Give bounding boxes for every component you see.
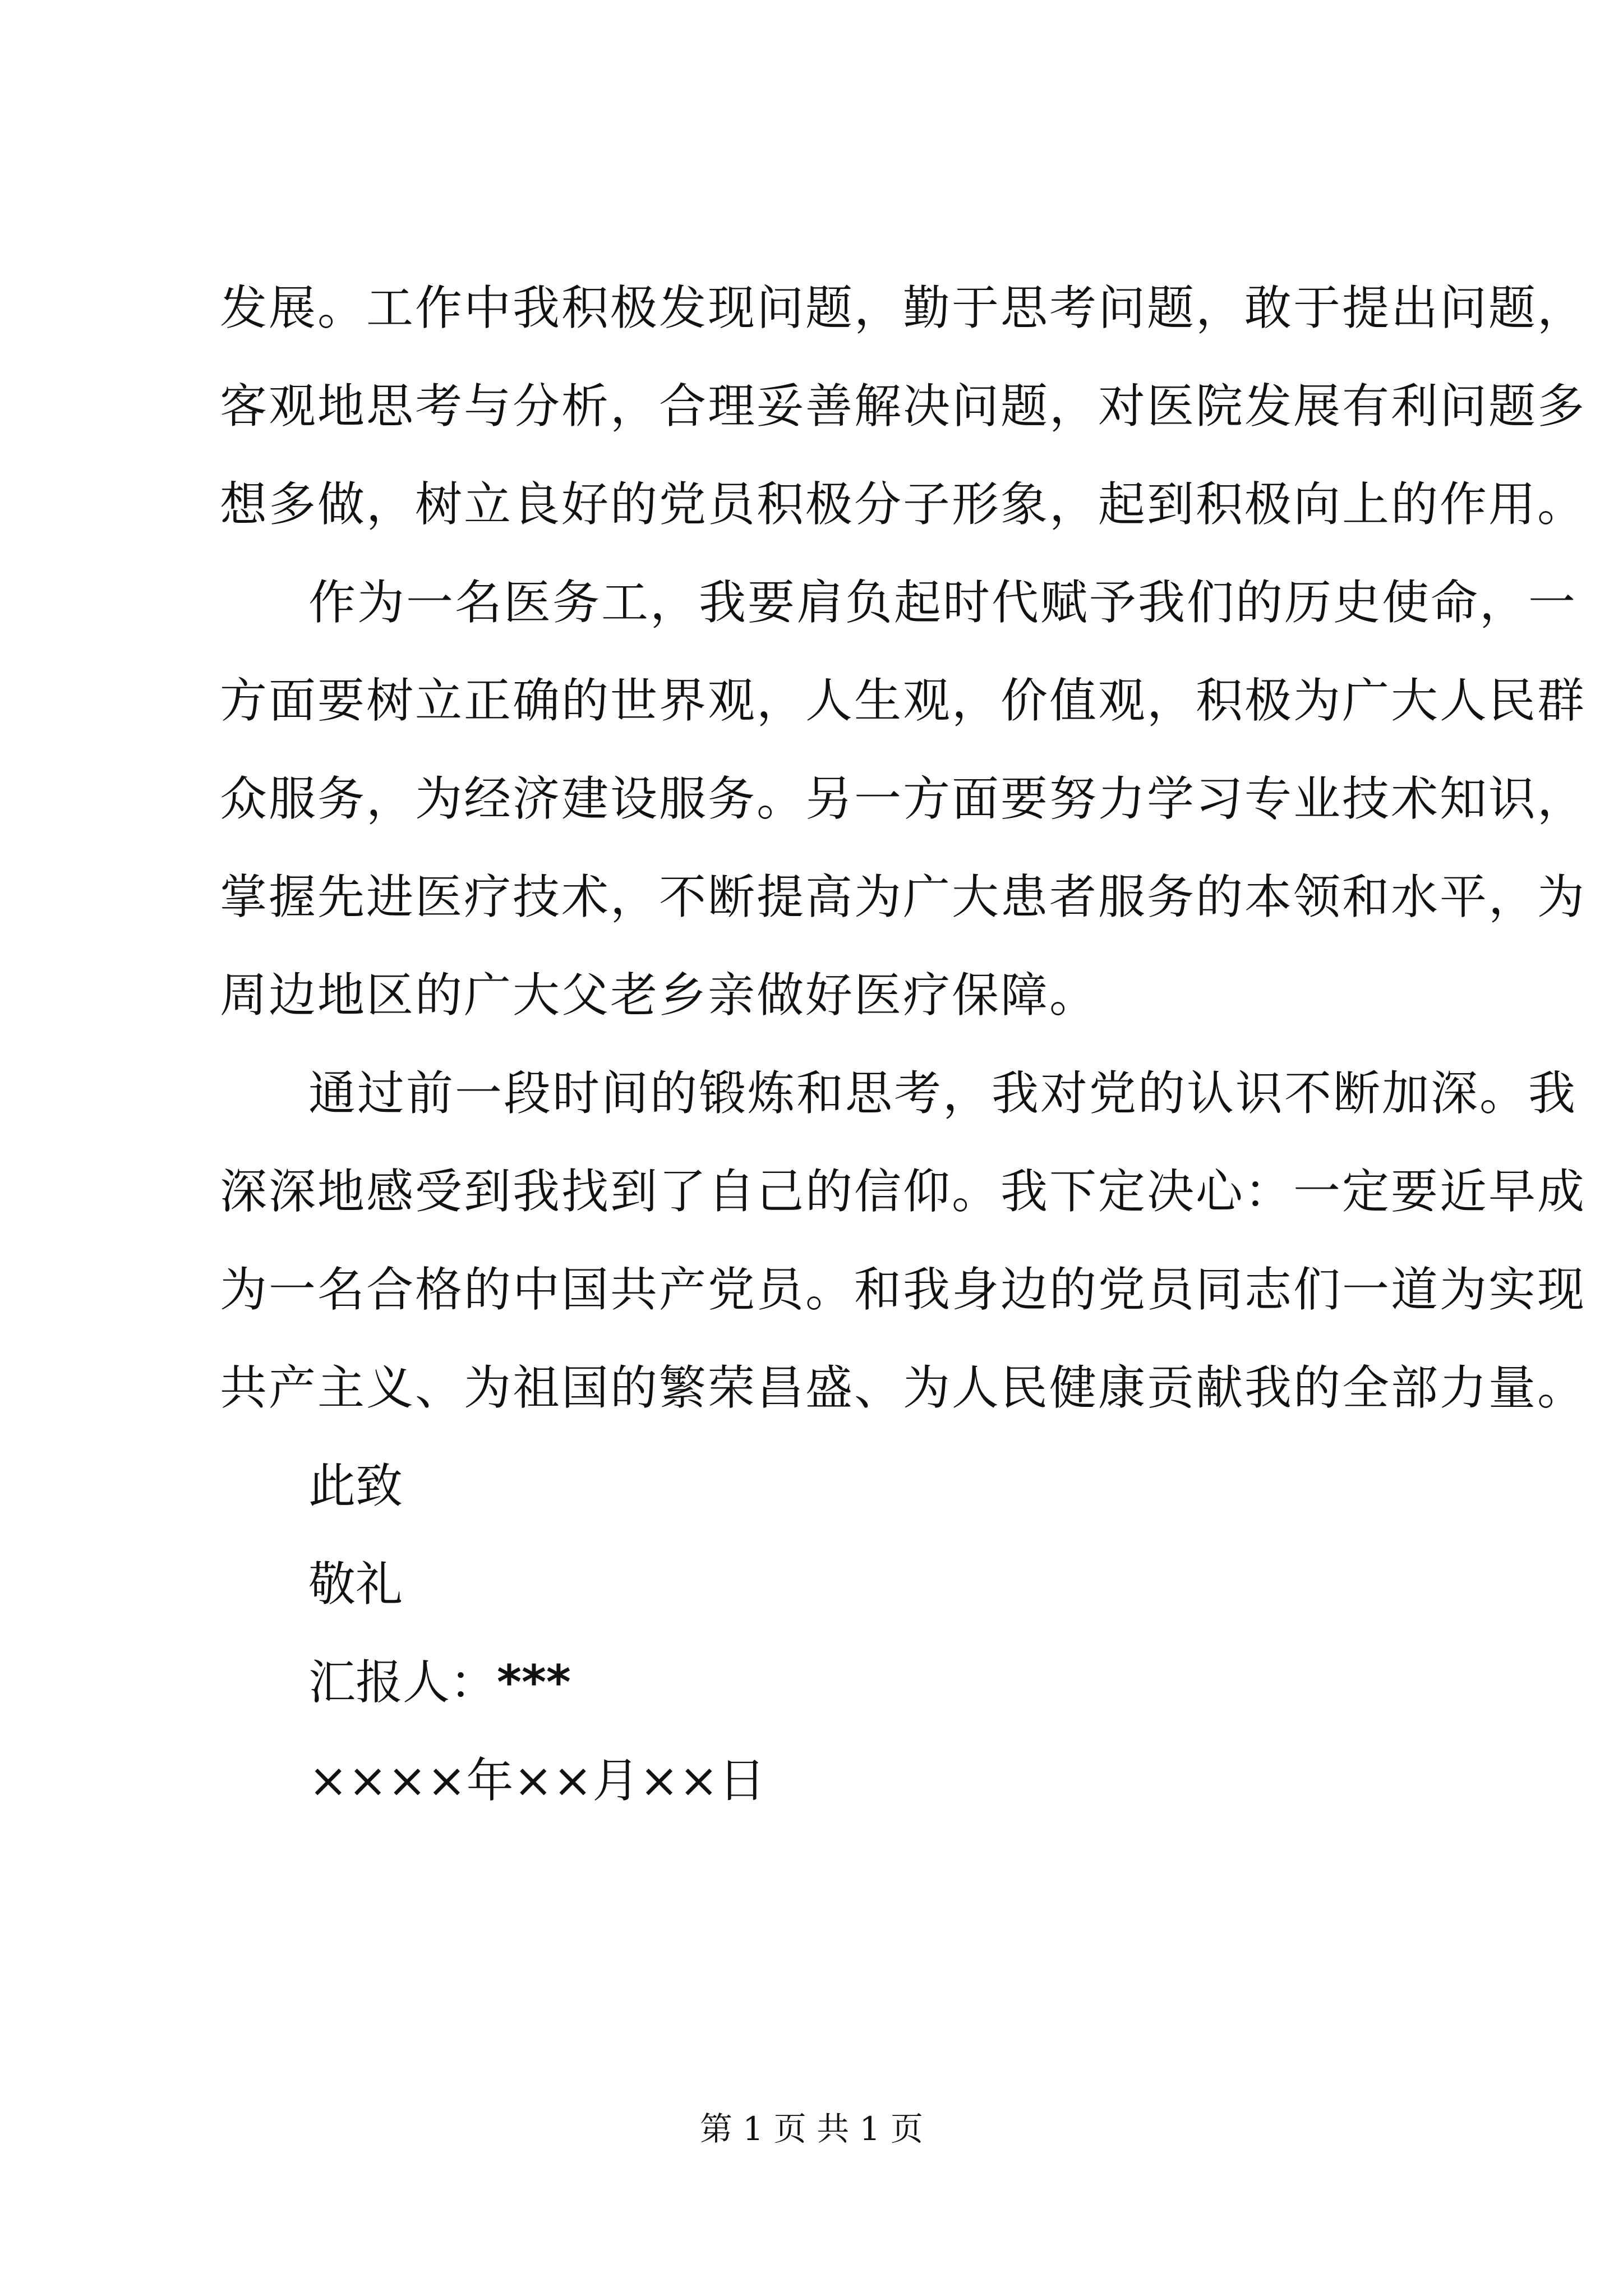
closing-block [220, 1437, 1420, 1830]
document-body [220, 259, 1587, 1830]
paragraph-line: 周边地区的广大父老乡亲做好医疗保障。 [220, 968, 1099, 1023]
paragraph-1 [220, 259, 1587, 554]
paragraph-2 [220, 554, 1587, 1045]
paragraph-line: 发展。工作中我积极发现问题，勤于思考问题，敢于提出问题， [220, 280, 1587, 335]
paragraph-line: 深深地感受到我找到了自己的信仰。我下定决心：一定要近早成 [220, 1164, 1587, 1219]
reporter-name: *** [497, 1655, 571, 1710]
page-footer [0, 2106, 1623, 2151]
paragraph-line: 想多做，树立良好的党员积极分子形象，起到积极向上的作用。 [220, 477, 1587, 532]
paragraph-line: 众服务，为经济建设服务。另一方面要努力学习专业技术知识， [220, 771, 1587, 826]
paragraph-line: 客观地思考与分析，合理妥善解决问题，对医院发展有利问题多 [220, 379, 1587, 434]
closing-greeting-1: 此致 [308, 1458, 403, 1513]
paragraph-line: 作为一名医务工，我要肩负起时代赋予我们的历史使命，一 [308, 575, 1578, 630]
paragraph-3 [220, 1045, 1587, 1437]
paragraph-line: 掌握先进医疗技术，不断提高为广大患者服务的本领和水平，为 [220, 869, 1587, 924]
reporter-label: 汇报人： [308, 1655, 497, 1710]
paragraph-line: 共产主义、为祖国的繁荣昌盛、为人民健康贡献我的全部力量。 [220, 1360, 1587, 1415]
paragraph-line: 通过前一段时间的锻炼和思考，我对党的认识不断加深。我 [308, 1066, 1578, 1121]
closing-greeting-2: 敬礼 [308, 1557, 403, 1612]
page-number-indicator: 第 1 页 共 1 页 [700, 2110, 923, 2148]
report-date: ××××年××月××日 [308, 1753, 766, 1808]
paragraph-line: 方面要树立正确的世界观，人生观，价值观，积极为广大人民群 [220, 673, 1587, 728]
reporter-line [220, 1634, 1420, 1732]
paragraph-line: 为一名合格的中国共产党员。和我身边的党员同志们一道为实现 [220, 1262, 1587, 1317]
